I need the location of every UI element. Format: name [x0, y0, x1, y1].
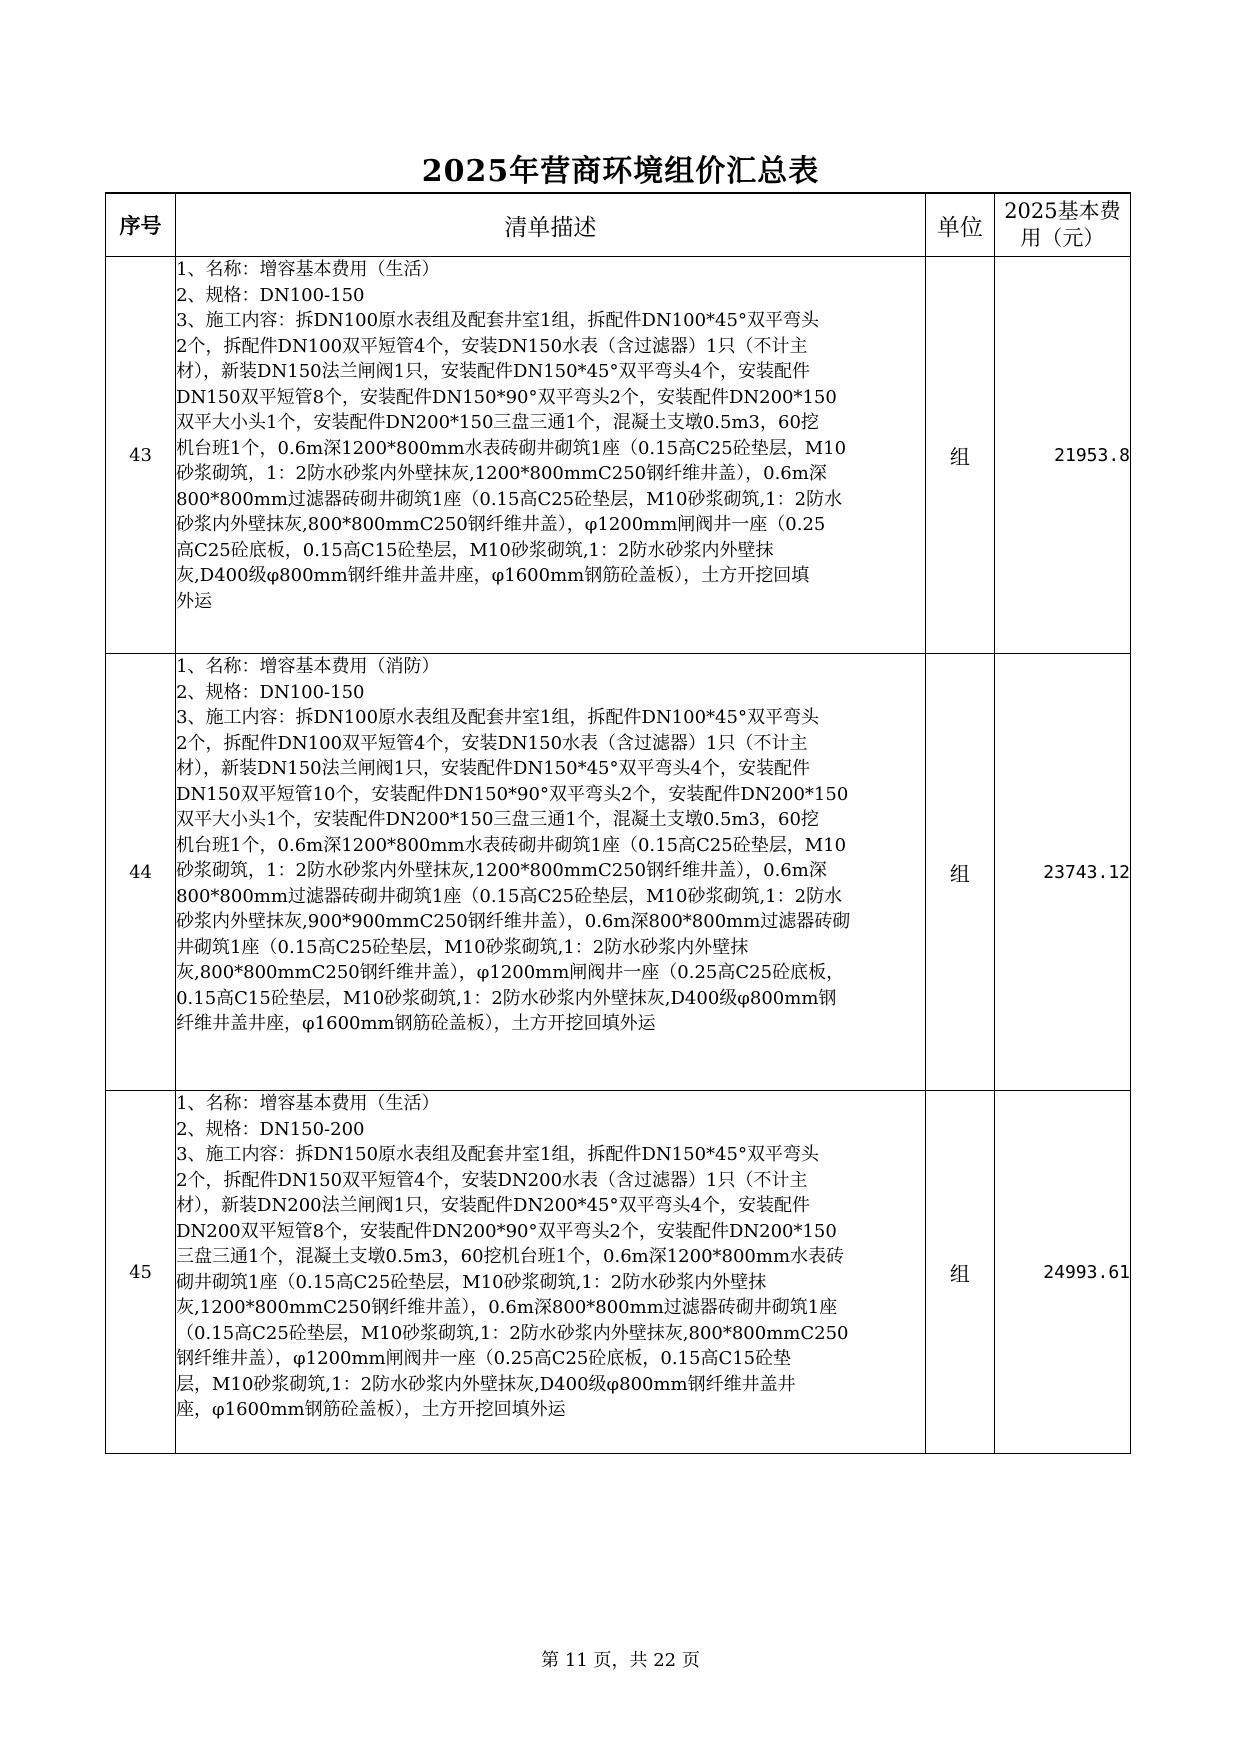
description-line: 灰,D400级φ800mm钢纤维井盖井座，φ1600mm钢筋砼盖板），土方开挖回填	[176, 565, 810, 586]
row-cost: 21953.8	[994, 257, 1130, 654]
description-line: 800*800mm过滤器砖砌井砌筑1座（0.15高C25砼垫层，M10砂浆砌筑,1：2防水	[176, 488, 843, 510]
table-row	[106, 257, 1131, 654]
description-line: 2、规格：DN150-200	[176, 1118, 365, 1140]
description-line: 灰,800*800mmC250钢纤维井盖），φ1200mm闸阀井一座（0.25高C25砼底板，	[176, 962, 845, 983]
description-line: 1、名称：增容基本费用（生活）	[176, 259, 440, 280]
description-line: 纤维井盖井座，φ1600mm钢筋砼盖板），土方开挖回填外运	[176, 1013, 656, 1034]
row-description	[176, 1091, 926, 1454]
description-line: 砂浆内外壁抹灰,900*900mmC250钢纤维井盖），0.6m深800*800mm过滤器砖砌	[176, 911, 851, 932]
description-line: 1、名称：增容基本费用（消防）	[176, 656, 440, 677]
description-line: 材），新装DN150法兰闸阀1只，安装配件DN150*45°双平弯头4个，安装配件	[176, 361, 810, 382]
description-line: 0.15高C15砼垫层，M10砂浆砌筑,1：2防水砂浆内外壁抹灰,D400级φ800mm钢	[176, 987, 837, 1009]
header-unit: 单位	[925, 193, 994, 257]
description-line: 座，φ1600mm钢筋砼盖板），土方开挖回填外运	[176, 1399, 566, 1420]
description-line: 砂浆内外壁抹灰,800*800mmC250钢纤维井盖），φ1200mm闸阀井一座（0.25	[176, 514, 826, 535]
description-line: 3、施工内容：拆DN100原水表组及配套井室1组，拆配件DN100*45°双平弯头	[176, 707, 819, 728]
description-line: 高C25砼底板，0.15高C15砼垫层，M10砂浆砌筑,1：2防水砂浆内外壁抹	[176, 539, 774, 561]
description-line: 灰,1200*800mmC250钢纤维井盖），0.6m深800*800mm过滤器砖砌井砌筑1座	[176, 1297, 838, 1318]
row-number: 44	[106, 654, 176, 1091]
description-line: 机台班1个，0.6m深1200*800mm水表砖砌井砌筑1座（0.15高C25砼垫层，M10	[176, 437, 847, 459]
row-number: 45	[106, 1091, 176, 1454]
description-line: 砂浆砌筑，1：2防水砂浆内外壁抹灰,1200*800mmC250钢纤维井盖），0.6m深	[176, 463, 827, 484]
description-line: 三盘三通1个，混凝土支墩0.5m3，60挖机台班1个，0.6m深1200*800mm水表砖	[176, 1246, 845, 1267]
description-line: 层，M10砂浆砌筑,1：2防水砂浆内外壁抹灰,D400级φ800mm钢纤维井盖井	[176, 1373, 796, 1395]
description-line: 3、施工内容：拆DN100原水表组及配套井室1组，拆配件DN100*45°双平弯头	[176, 310, 819, 331]
table-row	[106, 654, 1131, 1091]
row-unit: 组	[925, 1091, 994, 1454]
description-line: 2、规格：DN100-150	[176, 681, 365, 703]
description-line: DN150双平短管8个，安装配件DN150*90°双平弯头2个，安装配件DN200*150	[176, 386, 837, 408]
description-line: 双平大小头1个，安装配件DN200*150三盘三通1个，混凝土支墩0.5m3，60挖	[176, 809, 819, 830]
header-cost: 2025基本费用（元）	[994, 193, 1130, 257]
description-line: 2个，拆配件DN100双平短管4个，安装DN150水表（含过滤器）1只（不计主	[176, 732, 808, 754]
description-line: 3、施工内容：拆DN150原水表组及配套井室1组，拆配件DN150*45°双平弯头	[176, 1144, 819, 1165]
description-line: 2、规格：DN100-150	[176, 284, 365, 306]
page-title: 2025年营商环境组价汇总表	[421, 154, 820, 189]
cost-summary-table	[105, 192, 1131, 1454]
row-description	[176, 257, 926, 654]
description-line: 砂浆砌筑，1：2防水砂浆内外壁抹灰,1200*800mmC250钢纤维井盖），0.6m深	[176, 860, 827, 881]
description-line: 材），新装DN150法兰闸阀1只，安装配件DN150*45°双平弯头4个，安装配件	[176, 758, 810, 779]
description-line: 1、名称：增容基本费用（生活）	[176, 1093, 440, 1114]
description-line: （0.15高C25砼垫层，M10砂浆砌筑,1：2防水砂浆内外壁抹灰,800*800mmC250	[176, 1322, 849, 1344]
description-line: 钢纤维井盖），φ1200mm闸阀井一座（0.25高C25砼底板，0.15高C15砼垫	[176, 1348, 792, 1369]
description-line: 机台班1个，0.6m深1200*800mm水表砖砌井砌筑1座（0.15高C25砼垫层，M10	[176, 834, 847, 856]
description-line: DN150双平短管10个，安装配件DN150*90°双平弯头2个，安装配件DN200*150	[176, 783, 849, 805]
page-footer: 第 11 页，共 22 页	[541, 1650, 700, 1671]
row-unit: 组	[925, 257, 994, 654]
table-row	[106, 1091, 1131, 1454]
description-line: 2个，拆配件DN150双平短管4个，安装DN200水表（含过滤器）1只（不计主	[176, 1169, 808, 1191]
row-description	[176, 654, 926, 1091]
row-cost: 23743.12	[994, 654, 1130, 1091]
description-line: 井砌筑1座（0.15高C25砼垫层，M10砂浆砌筑,1：2防水砂浆内外壁抹	[176, 936, 749, 958]
description-line: 双平大小头1个，安装配件DN200*150三盘三通1个，混凝土支墩0.5m3，60挖	[176, 412, 819, 433]
header-description: 清单描述	[176, 193, 926, 257]
description-line: 2个，拆配件DN100双平短管4个，安装DN150水表（含过滤器）1只（不计主	[176, 335, 808, 357]
row-unit: 组	[925, 654, 994, 1091]
description-line: DN200双平短管8个，安装配件DN200*90°双平弯头2个，安装配件DN200*150	[176, 1220, 837, 1242]
description-line: 外运	[176, 590, 213, 612]
row-cost: 24993.61	[994, 1091, 1130, 1454]
row-number: 43	[106, 257, 176, 654]
description-line: 材），新装DN200法兰闸阀1只，安装配件DN200*45°双平弯头4个，安装配件	[176, 1195, 810, 1216]
description-line: 砌井砌筑1座（0.15高C25砼垫层，M10砂浆砌筑,1：2防水砂浆内外壁抹	[176, 1271, 767, 1293]
table-header-row	[106, 193, 1131, 257]
header-no: 序号	[106, 193, 176, 257]
description-line: 800*800mm过滤器砖砌井砌筑1座（0.15高C25砼垫层，M10砂浆砌筑,1：2防水	[176, 885, 843, 907]
